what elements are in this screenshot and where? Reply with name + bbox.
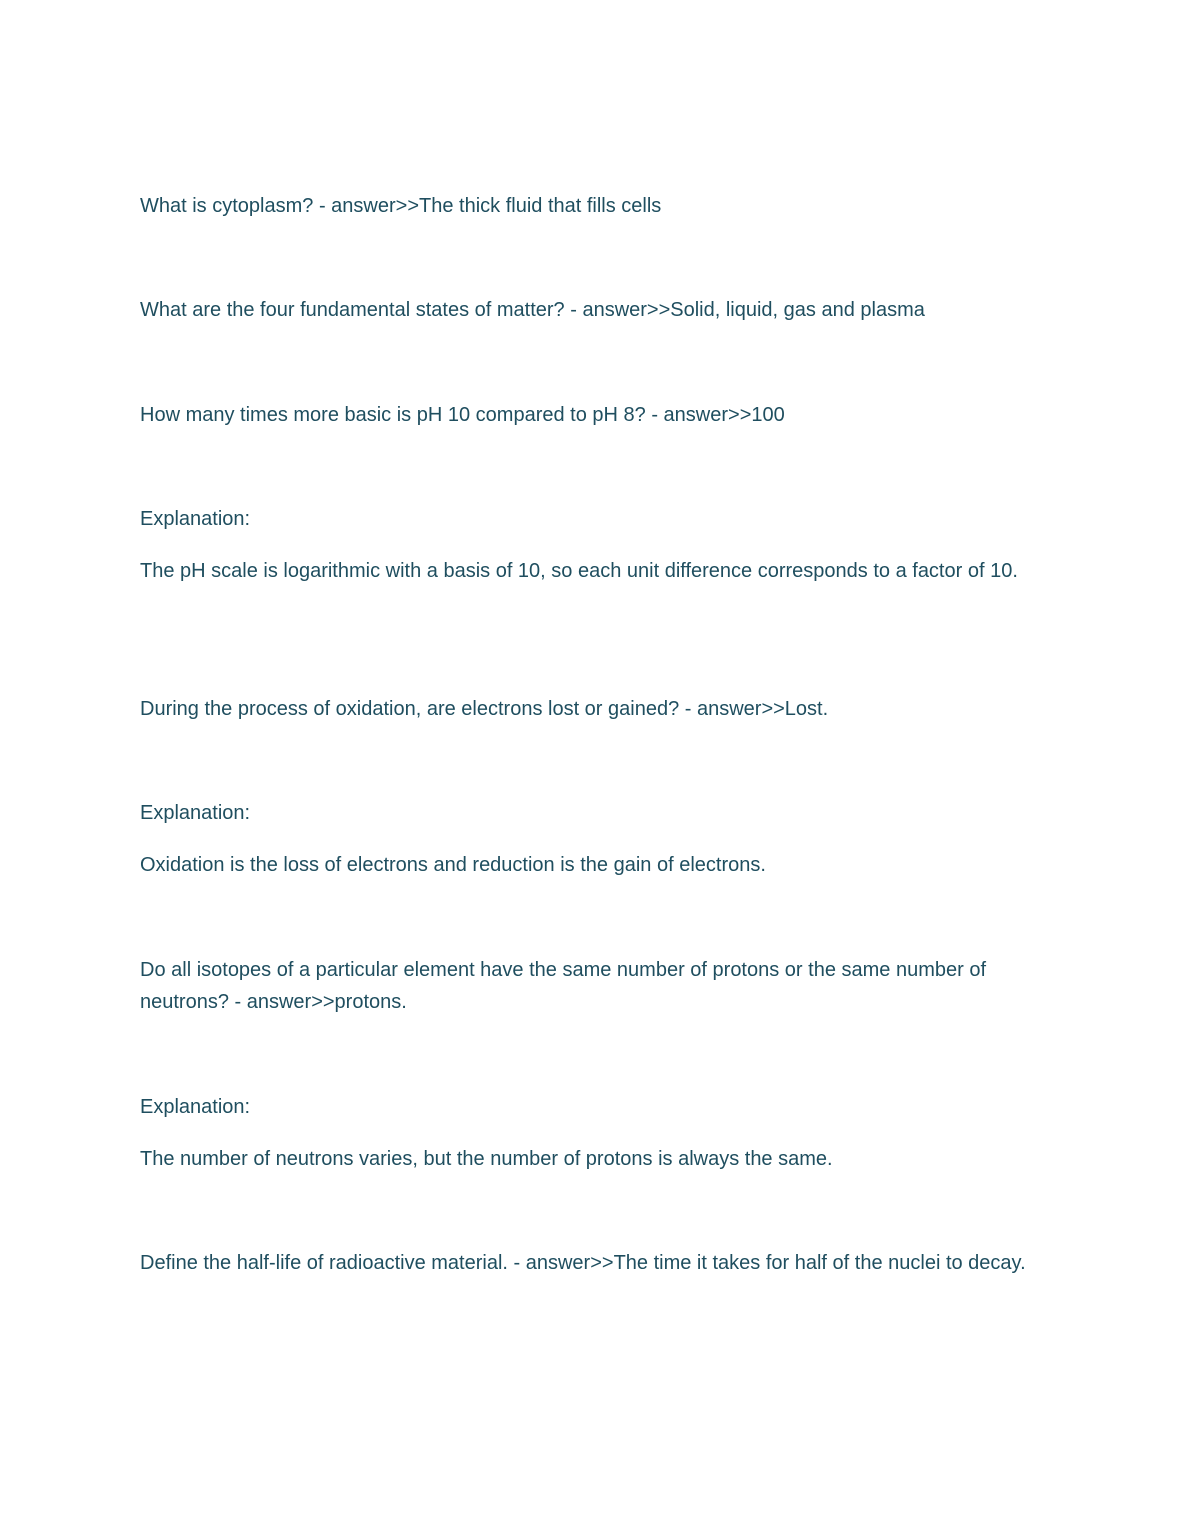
explanation-ph: The pH scale is logarithmic with a basis of 10, so each unit difference corresponds to a factor of 10. — [140, 560, 1018, 582]
qa-isotopes: Do all isotopes of a particular element have the same number of protons or the same number of neutrons? - answer>>protons. — [140, 959, 987, 1013]
qa-cytoplasm: What is cytoplasm? - answer>>The thick fluid that fills cells — [140, 195, 662, 217]
explanation-heading-ph: Explanation: — [140, 508, 251, 530]
qa-ph-basicity: How many times more basic is pH 10 compared to pH 8? - answer>>100 — [140, 404, 785, 426]
qa-states-of-matter: What are the four fundamental states of matter? - answer>>Solid, liquid, gas and plasma — [140, 299, 925, 321]
explanation-oxidation: Oxidation is the loss of electrons and reduction is the gain of electrons. — [140, 854, 766, 876]
explanation-heading-isotopes: Explanation: — [140, 1096, 251, 1118]
explanation-isotopes: The number of neutrons varies, but the number of protons is always the same. — [140, 1148, 833, 1170]
qa-half-life: Define the half-life of radioactive material. - answer>>The time it takes for half of the nuclei to decay. — [140, 1252, 1026, 1274]
explanation-heading-oxidation: Explanation: — [140, 802, 251, 824]
qa-oxidation: During the process of oxidation, are electrons lost or gained? - answer>>Lost. — [140, 698, 829, 720]
